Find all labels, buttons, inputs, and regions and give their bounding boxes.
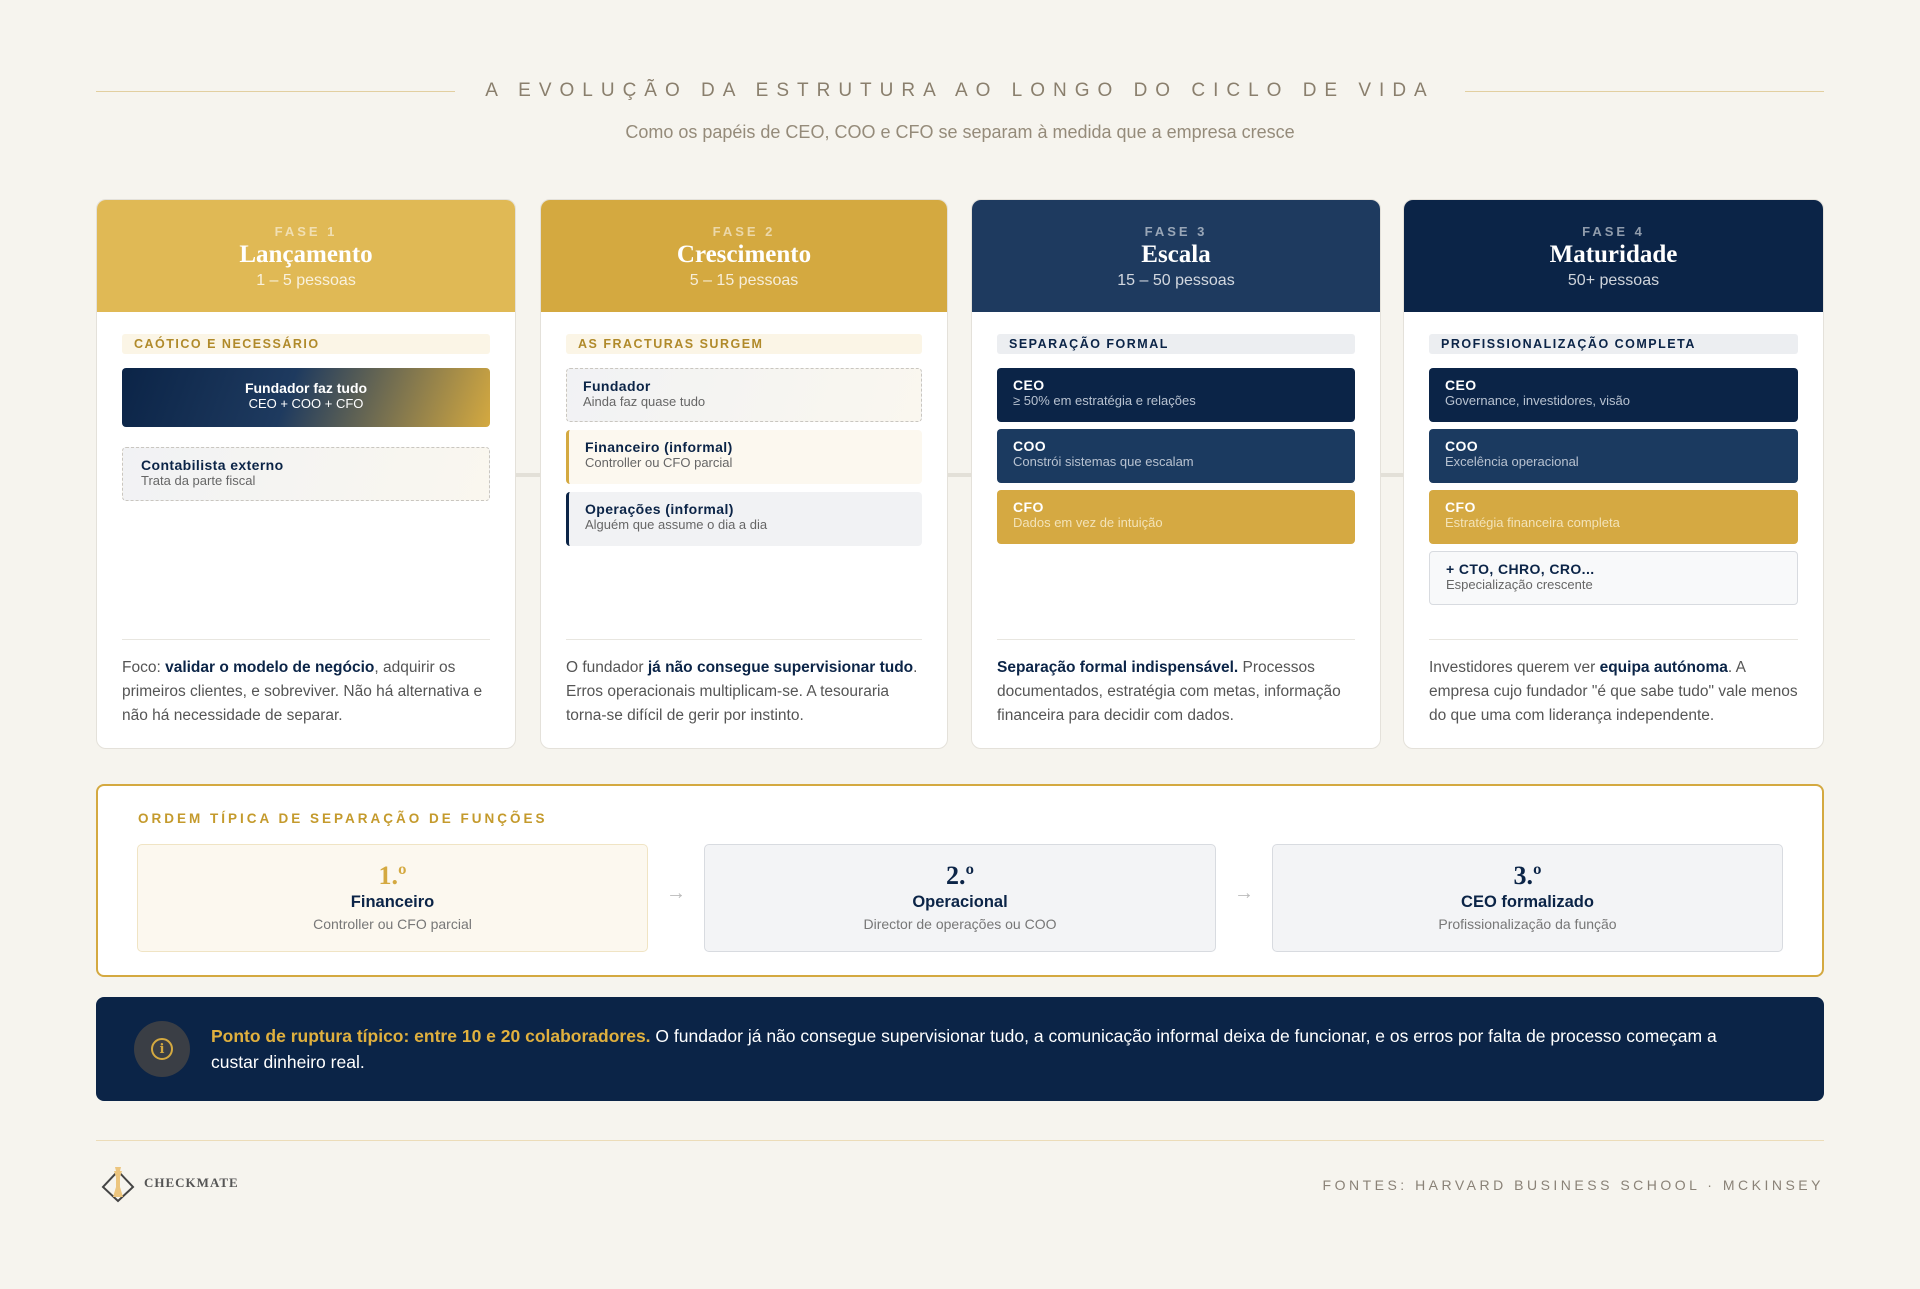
role-title: CEO xyxy=(1445,377,1477,393)
step-number: 2.º xyxy=(945,861,975,890)
sources: FONTES: HARVARD BUSINESS SCHOOL · MCKINSEY xyxy=(1322,1177,1824,1193)
role-subtitle: Alguém que assume o dia a dia xyxy=(585,517,768,532)
separation-order-panel xyxy=(96,784,1824,977)
role-subtitle: Controller ou CFO parcial xyxy=(585,455,733,470)
phase-description: Foco: validar o modelo de negócio, adquirir os primeiros clientes, e sobreviver. Não há alternativa e não há necessidade de separar. xyxy=(122,659,483,724)
phase-description: O fundador já não consegue supervisionar tudo. Erros operacionais multiplicam-se. A tesouraria torna-se difícil de gerir por instinto. xyxy=(566,659,918,724)
divider xyxy=(122,639,490,640)
order-step-1 xyxy=(137,844,648,952)
phase-name: Crescimento xyxy=(676,241,812,268)
chess-piece-icon xyxy=(100,1163,136,1203)
footer-divider xyxy=(96,1140,1824,1141)
role-box xyxy=(566,492,922,546)
phase-number: FASE 4 xyxy=(1582,224,1645,239)
phase-card-4 xyxy=(1403,199,1824,749)
phase-card-3 xyxy=(971,199,1381,749)
divider xyxy=(1465,91,1824,92)
step-description: Controller ou CFO parcial xyxy=(313,916,472,932)
role-box-ceo xyxy=(1429,368,1798,422)
role-title: + CTO, CHRO, CRO... xyxy=(1446,561,1595,577)
phase-people: 15 – 50 pessoas xyxy=(1117,272,1235,289)
role-box xyxy=(566,368,922,422)
role-title: CEO xyxy=(1013,377,1045,393)
checkmate-logo: CHECKMATE xyxy=(100,1163,239,1203)
role-box-coo xyxy=(997,429,1355,483)
role-box-cfo xyxy=(997,490,1355,544)
phase-description: Separação formal indispensável. Processos documentados, estratégia com metas, informação financeira para decidir com dados. xyxy=(997,659,1341,724)
phase-name: Lançamento xyxy=(239,241,373,268)
phase-header xyxy=(1404,200,1823,312)
role-title: Fundador faz tudo xyxy=(244,380,368,396)
role-box-others xyxy=(1429,551,1798,605)
page-header xyxy=(96,80,1824,102)
arrow-right-icon: → xyxy=(1234,882,1254,904)
page-title: A EVOLUÇÃO DA ESTRUTURA AO LONGO DO CICLO DE VIDA xyxy=(485,80,1435,101)
phase-header xyxy=(541,200,947,312)
phase-number: FASE 1 xyxy=(274,224,338,239)
phase-tag: CAÓTICO E NECESSÁRIO xyxy=(122,334,490,354)
phase-header xyxy=(97,200,515,312)
role-subtitle: CEO + COO + CFO xyxy=(248,396,364,411)
divider xyxy=(997,639,1355,640)
role-title: Financeiro (informal) xyxy=(585,439,733,455)
step-label: CEO formalizado xyxy=(1461,893,1594,911)
role-title: COO xyxy=(1013,438,1047,454)
phase-name: Escala xyxy=(1141,241,1211,268)
role-subtitle: ≥ 50% em estratégia e relações xyxy=(1013,393,1196,408)
step-label: Financeiro xyxy=(350,893,435,911)
divider xyxy=(1429,639,1798,640)
order-step-2 xyxy=(704,844,1216,952)
step-number: 1.º xyxy=(378,861,407,890)
role-title: Contabilista externo xyxy=(141,457,284,473)
phase-number: FASE 2 xyxy=(712,224,776,239)
step-description: Director de operações ou COO xyxy=(863,916,1057,932)
phase-header xyxy=(972,200,1380,312)
breaking-point-banner xyxy=(96,997,1824,1101)
order-step-3 xyxy=(1272,844,1783,952)
role-title: CFO xyxy=(1445,499,1476,515)
role-subtitle: Trata da parte fiscal xyxy=(141,473,256,488)
role-box-coo xyxy=(1429,429,1798,483)
arrow-right-icon: → xyxy=(666,882,686,904)
role-box-ceo xyxy=(997,368,1355,422)
phase-tag: SEPARAÇÃO FORMAL xyxy=(997,334,1355,354)
divider xyxy=(566,639,922,640)
banner-text: Ponto de ruptura típico: entre 10 e 20 colaboradores. O fundador já não consegue supervisionar tudo, a comunicação informal deixa de funcionar, e os erros por falta de processo começam a custar dinheiro real. xyxy=(211,1026,1717,1072)
step-number: 3.º xyxy=(1513,861,1542,890)
order-title: ORDEM TÍPICA DE SEPARAÇÃO DE FUNÇÕES xyxy=(138,811,548,826)
phase-description: Investidores querem ver equipa autónoma. A empresa cujo fundador "é que sabe tudo" vale menos do que uma com liderança independente. xyxy=(1429,659,1798,724)
role-subtitle: Especialização crescente xyxy=(1446,577,1593,592)
phase-tag: PROFISSIONALIZAÇÃO COMPLETA xyxy=(1429,334,1798,354)
phase-number: FASE 3 xyxy=(1144,224,1208,239)
phase-people: 50+ pessoas xyxy=(1567,272,1660,289)
role-box xyxy=(122,447,490,501)
role-subtitle: Governance, investidores, visão xyxy=(1445,393,1630,408)
step-label: Operacional xyxy=(912,893,1008,911)
phase-people: 1 – 5 pessoas xyxy=(256,272,356,289)
role-subtitle: Estratégia financeira completa xyxy=(1445,515,1620,530)
phase-card-1 xyxy=(96,199,516,749)
phase-card-2 xyxy=(540,199,948,749)
role-subtitle: Dados em vez de intuição xyxy=(1013,515,1163,530)
role-title: COO xyxy=(1445,438,1479,454)
info-icon: i xyxy=(134,1021,190,1077)
role-subtitle: Ainda faz quase tudo xyxy=(583,394,706,409)
role-box-cfo xyxy=(1429,490,1798,544)
role-box xyxy=(566,430,922,484)
role-subtitle: Constrói sistemas que escalam xyxy=(1013,454,1194,469)
page-subtitle: Como os papéis de CEO, COO e CFO se separam à medida que a empresa cresce xyxy=(625,122,1295,142)
role-title: CFO xyxy=(1013,499,1044,515)
role-box xyxy=(122,368,490,427)
divider xyxy=(96,91,455,92)
role-subtitle: Excelência operacional xyxy=(1445,454,1579,469)
step-description: Profissionalização da função xyxy=(1438,916,1617,932)
phase-name: Maturidade xyxy=(1549,241,1678,268)
phase-people: 5 – 15 pessoas xyxy=(689,272,799,289)
role-title: Fundador xyxy=(583,378,651,394)
phase-tag: AS FRACTURAS SURGEM xyxy=(566,334,922,354)
role-title: Operações (informal) xyxy=(585,501,734,517)
